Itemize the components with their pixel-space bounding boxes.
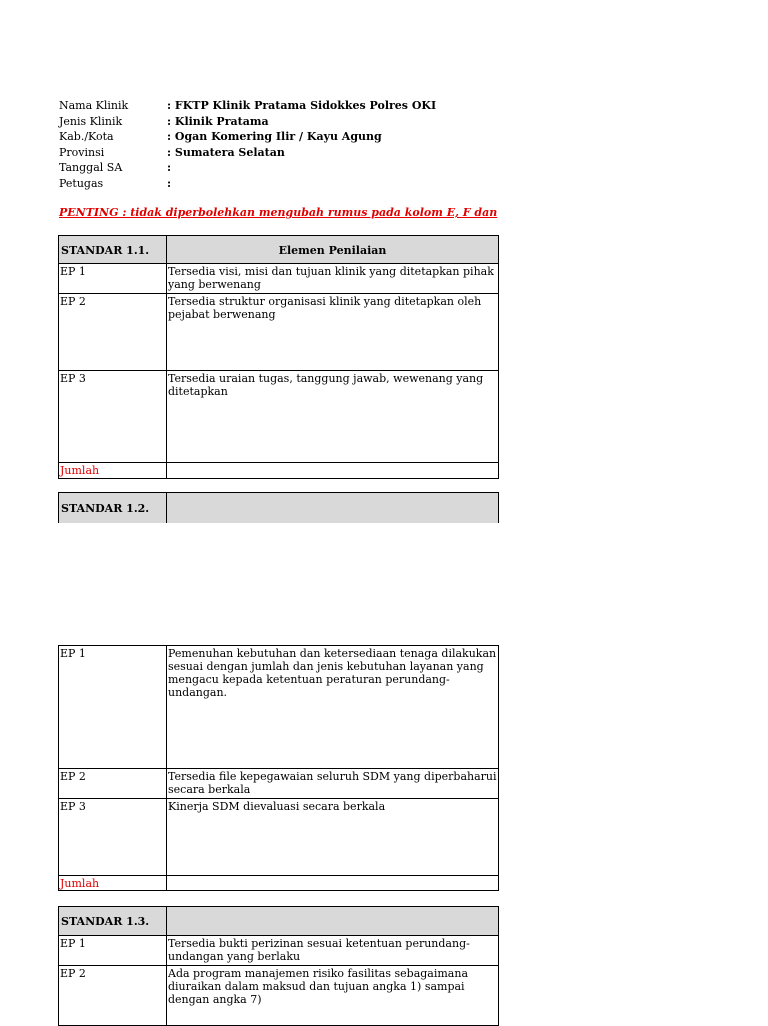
info-value: : FKTP Klinik Pratama Sidokkes Polres OKI [167, 99, 437, 112]
ep-cell[interactable]: EP 3 [59, 799, 167, 876]
elemen-cell[interactable]: Tersedia bukti perizinan sesuai ketentuan perundang-undangan yang berlaku [167, 936, 499, 966]
standar-title: STANDAR 1.1. [59, 236, 167, 264]
info-row-petugas [59, 176, 436, 192]
table-row [59, 371, 499, 463]
info-label: Kab./Kota [59, 130, 114, 143]
jumlah-label[interactable]: Jumlah [59, 463, 167, 479]
clinic-info [59, 98, 436, 191]
ep-cell[interactable]: EP 2 [59, 966, 167, 1026]
info-label: Petugas [59, 176, 104, 190]
standar-1-2-header-table [58, 492, 499, 523]
standar-1-1-table [58, 235, 499, 479]
elemen-cell[interactable]: Tersedia struktur organisasi klinik yang ditetapkan oleh pejabat berwenang [167, 294, 499, 371]
table-header-row [59, 236, 499, 264]
table-row [59, 966, 499, 1026]
column-header-empty [167, 493, 499, 523]
info-label: Provinsi [59, 145, 105, 159]
ep-cell[interactable]: EP 1 [59, 936, 167, 966]
ep-cell[interactable]: EP 3 [59, 371, 167, 463]
ep-cell[interactable]: EP 2 [59, 294, 167, 371]
ep-cell[interactable]: EP 1 [59, 264, 167, 294]
table-row [59, 799, 499, 876]
elemen-cell[interactable]: Ada program manajemen risiko fasilitas sebagaimana diuraikan dalam maksud dan tujuan angka 1) sampai dengan angka 7) [167, 966, 499, 1026]
ep-cell[interactable]: EP 2 [59, 769, 167, 799]
jumlah-value-cell[interactable] [167, 463, 499, 479]
standar-1-2-table [58, 645, 499, 891]
info-label: Nama Klinik [59, 99, 129, 112]
info-row-jenis-klinik [59, 114, 436, 130]
jumlah-row [59, 876, 499, 891]
info-value: : [167, 161, 172, 174]
info-row-kab-kota [59, 129, 436, 145]
info-label: Jenis Klinik [59, 114, 123, 128]
table-header-row [59, 907, 499, 936]
info-row-nama-klinik [59, 98, 436, 114]
info-value: : Ogan Komering Ilir / Kayu Agung [167, 130, 382, 143]
info-row-tanggal-sa [59, 160, 436, 176]
info-row-provinsi [59, 145, 436, 161]
info-value: : Sumatera Selatan [167, 145, 285, 159]
column-header-elemen: Elemen Penilaian [167, 236, 499, 264]
elemen-cell[interactable]: Tersedia uraian tugas, tanggung jawab, wewenang yang ditetapkan [167, 371, 499, 463]
table-header-row [59, 493, 499, 523]
info-label: Tanggal SA [59, 161, 123, 174]
elemen-cell[interactable]: Tersedia file kepegawaian seluruh SDM yang diperbaharui secara berkala [167, 769, 499, 799]
table-row [59, 264, 499, 294]
info-value: : Klinik Pratama [167, 114, 269, 128]
warning-note: PENTING : tidak diperbolehkan mengubah rumus pada kolom E, F dan [59, 206, 498, 219]
jumlah-value-cell[interactable] [167, 876, 499, 891]
elemen-cell[interactable]: Tersedia visi, misi dan tujuan klinik yang ditetapkan pihak yang berwenang [167, 264, 499, 294]
column-header-empty [167, 907, 499, 936]
ep-cell[interactable]: EP 1 [59, 646, 167, 769]
standar-title: STANDAR 1.3. [59, 907, 167, 936]
table-row [59, 936, 499, 966]
table-row [59, 769, 499, 799]
jumlah-row [59, 463, 499, 479]
table-row [59, 646, 499, 769]
elemen-cell[interactable]: Kinerja SDM dievaluasi secara berkala [167, 799, 499, 876]
elemen-cell[interactable]: Pemenuhan kebutuhan dan ketersediaan tenaga dilakukan sesuai dengan jumlah dan jenis kebutuhan layanan yang mengacu kepada ketentuan peraturan perundang-undangan. [167, 646, 499, 769]
table-row [59, 294, 499, 371]
standar-title: STANDAR 1.2. [59, 493, 167, 523]
standar-1-3-table [58, 906, 499, 1026]
info-value: : [167, 176, 172, 190]
jumlah-label[interactable]: Jumlah [59, 876, 167, 891]
